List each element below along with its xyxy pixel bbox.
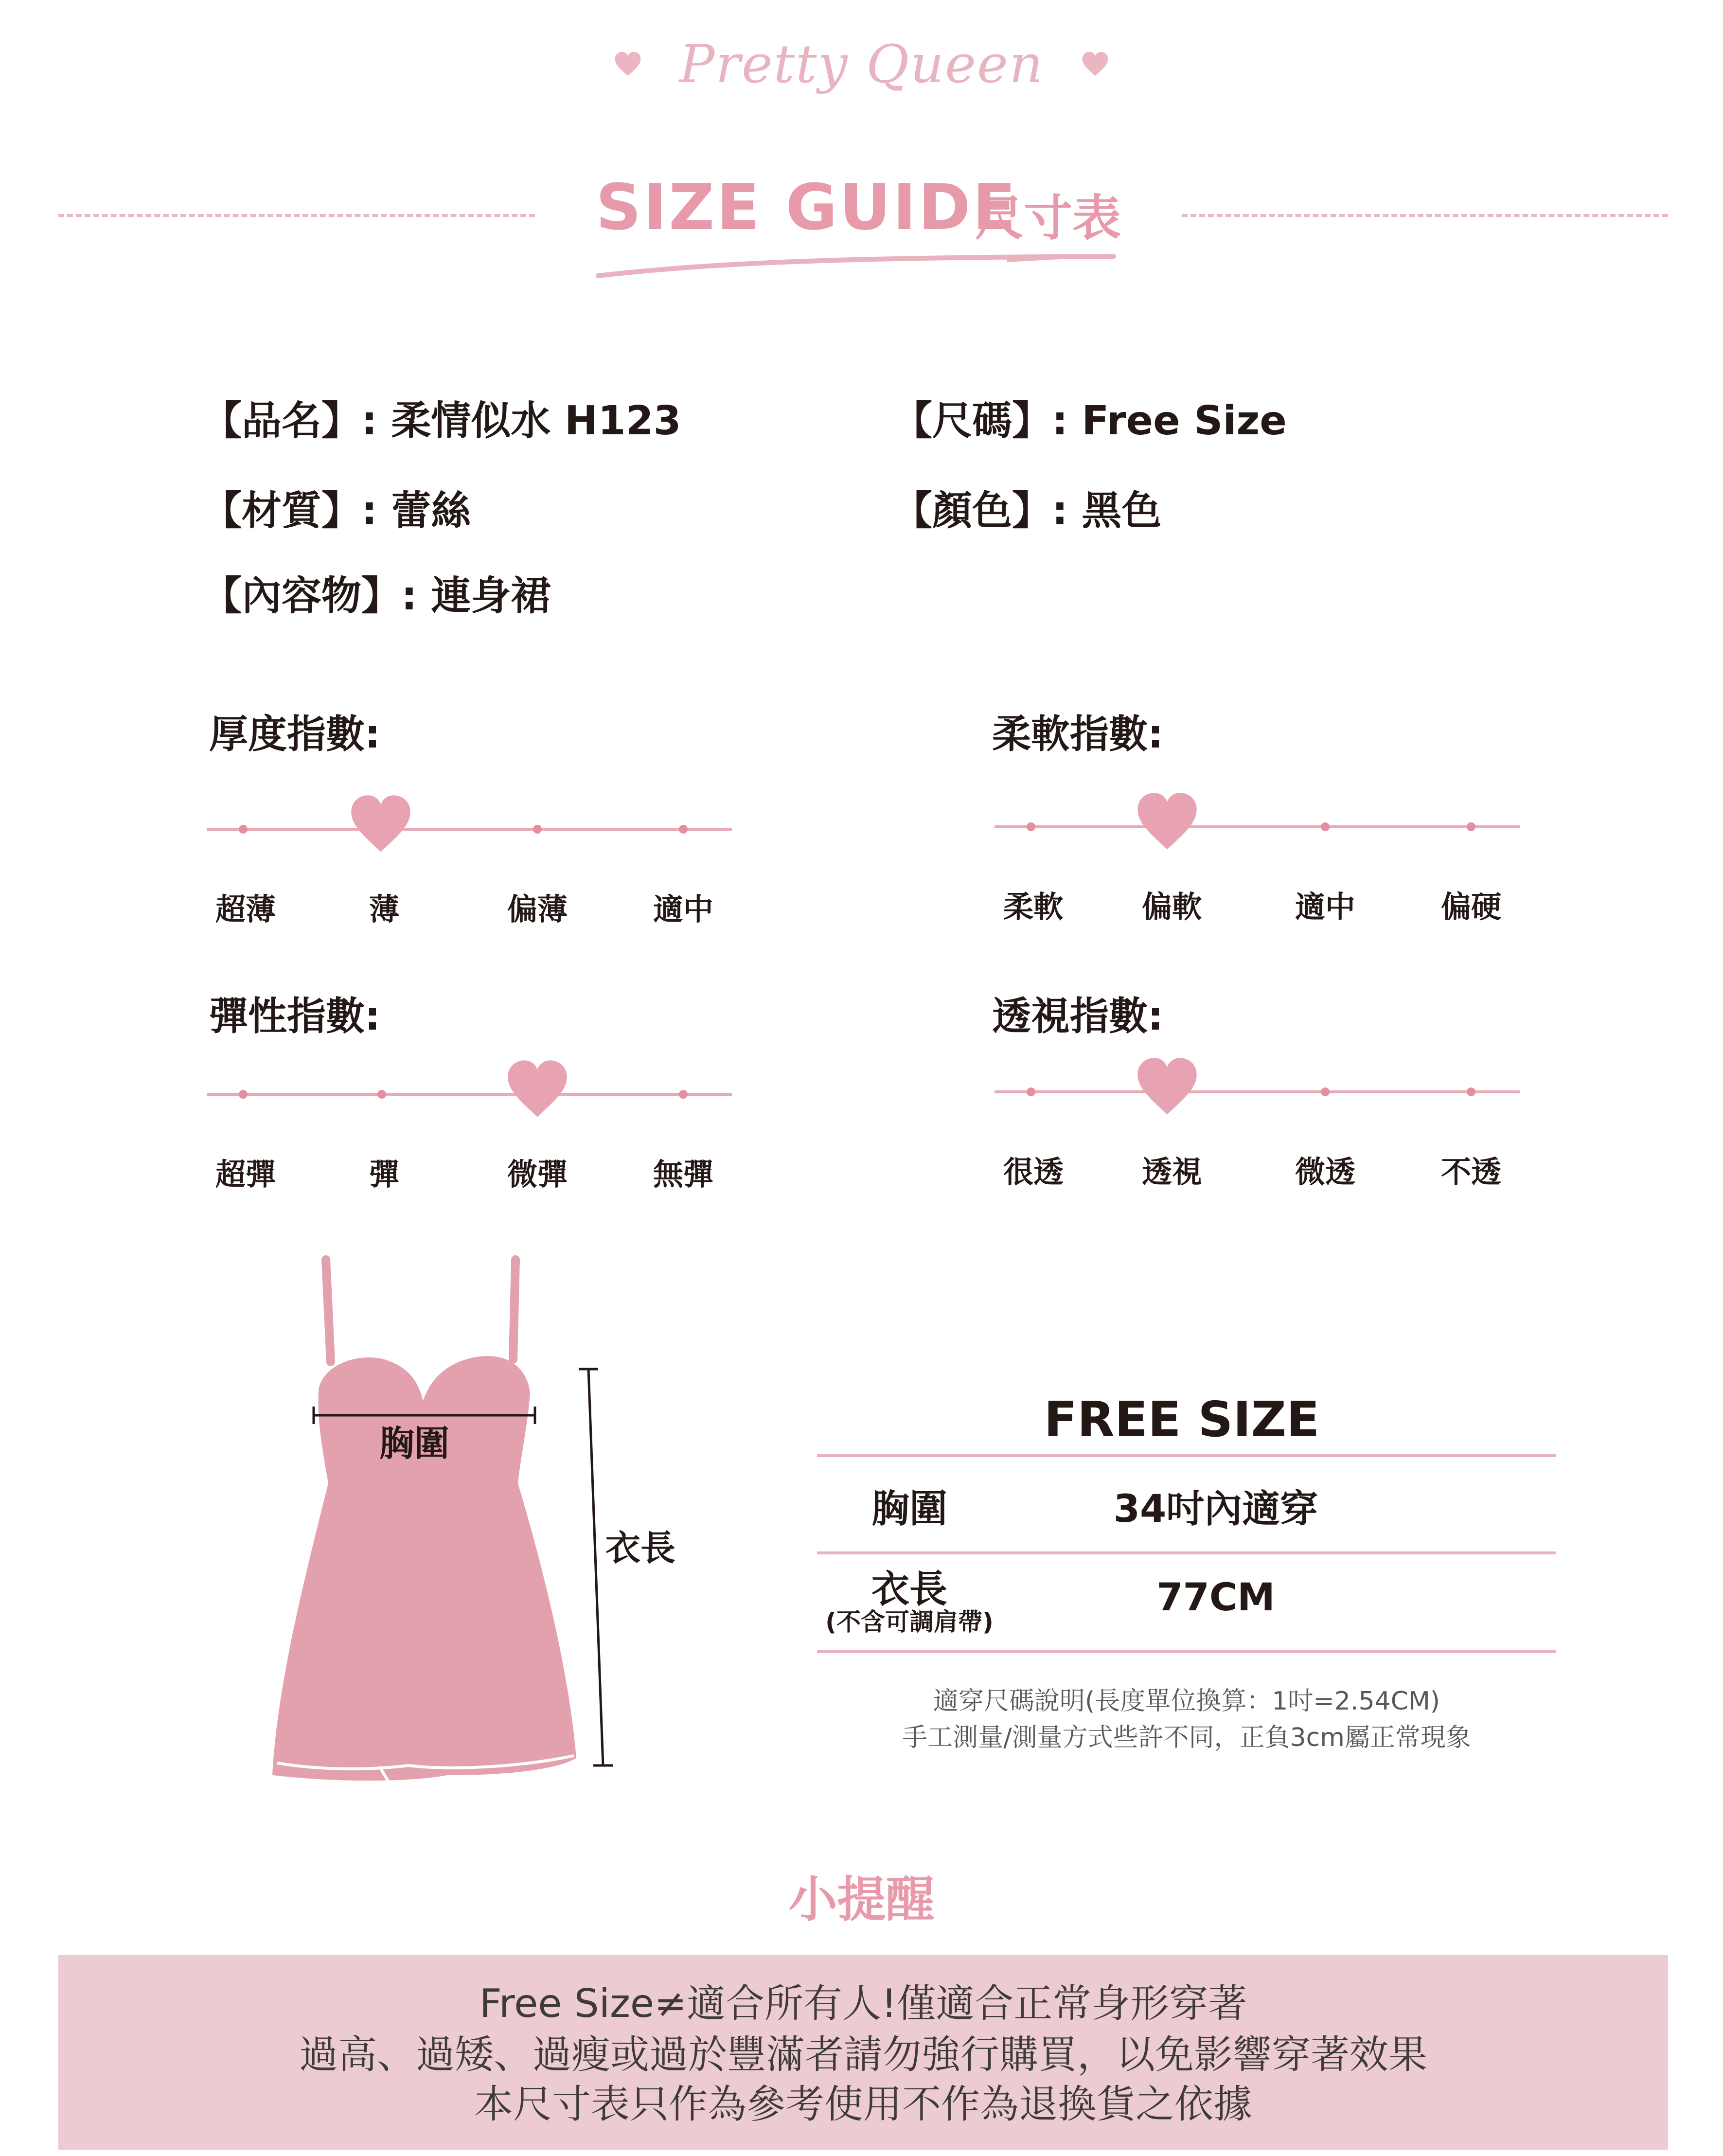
scale-label: 偏軟 bbox=[1141, 889, 1203, 925]
scale-label: 很透 bbox=[1003, 1154, 1064, 1190]
scale-line bbox=[207, 1093, 732, 1096]
page-title-zh: 尺寸表 bbox=[975, 190, 1121, 247]
scale-dot bbox=[1467, 1087, 1475, 1096]
heart-marker-icon bbox=[1135, 790, 1199, 855]
length-label: 衣長 bbox=[605, 1528, 676, 1568]
reminder-line: Free Size≠適合所有人!僅適合正常身形穿著 bbox=[479, 1981, 1247, 2026]
table-row-label-length: 衣長 bbox=[871, 1568, 947, 1611]
elasticity-scale bbox=[207, 1058, 732, 1192]
index-title-softness: 柔軟指數: bbox=[992, 712, 1163, 757]
scale-label: 柔軟 bbox=[1003, 889, 1064, 925]
heart-icon bbox=[613, 50, 642, 79]
index-title-thickness: 厚度指數: bbox=[209, 712, 380, 757]
scale-label: 微透 bbox=[1295, 1154, 1356, 1190]
table-row-label-chest: 胸圍 bbox=[871, 1487, 947, 1531]
table-row-value-length: 77CM bbox=[1156, 1576, 1275, 1620]
scale-dot bbox=[679, 825, 688, 834]
scale-dot bbox=[239, 825, 248, 834]
dashed-divider-right bbox=[1182, 214, 1668, 217]
brand-header bbox=[0, 34, 1723, 95]
scale-dot bbox=[1321, 822, 1330, 831]
index-title-transparency: 透視指數: bbox=[992, 994, 1163, 1039]
scale-label: 透視 bbox=[1141, 1154, 1203, 1190]
scale-label: 無彈 bbox=[653, 1157, 714, 1192]
scale-label: 偏硬 bbox=[1440, 889, 1502, 925]
reminder-line: 本尺寸表只作為參考使用不作為退換貨之依據 bbox=[474, 2082, 1252, 2127]
scale-line bbox=[207, 828, 732, 831]
scale-dot bbox=[533, 825, 542, 834]
thickness-scale bbox=[207, 793, 732, 927]
heart-marker-icon bbox=[349, 793, 413, 857]
reminder-line: 過高、過矮、過瘦或過於豐滿者請勿強行購買，以免影響穿著效果 bbox=[299, 2032, 1427, 2077]
heart-marker-icon bbox=[1135, 1055, 1199, 1120]
transparency-scale bbox=[995, 1055, 1520, 1190]
index-title-elasticity: 彈性指數: bbox=[209, 994, 380, 1039]
reminder-title: 小提醒 bbox=[788, 1871, 935, 1928]
brand-logo: Pretty Queen bbox=[679, 34, 1044, 95]
size-table-title: FREE SIZE bbox=[1044, 1391, 1320, 1448]
scale-dot bbox=[377, 1090, 386, 1099]
info-name: 【品名】: 柔情似水 H123 bbox=[202, 398, 681, 444]
scale-label: 不透 bbox=[1440, 1154, 1502, 1190]
scale-dot bbox=[1321, 1087, 1330, 1096]
softness-scale bbox=[995, 790, 1520, 925]
scale-dot bbox=[679, 1090, 688, 1099]
table-divider bbox=[817, 1551, 1556, 1554]
scale-label: 適中 bbox=[653, 891, 714, 927]
scale-label: 微彈 bbox=[507, 1157, 568, 1192]
scale-dot bbox=[1467, 822, 1475, 831]
table-divider bbox=[817, 1454, 1556, 1457]
heart-icon bbox=[1081, 50, 1110, 79]
dashed-divider-left bbox=[58, 214, 535, 217]
scale-label: 適中 bbox=[1295, 889, 1356, 925]
scale-dot bbox=[1027, 1087, 1035, 1096]
heart-marker-icon bbox=[505, 1058, 569, 1122]
scale-label: 超薄 bbox=[215, 891, 276, 927]
measure-note: 手工測量/測量方式些許不同，正負3cm屬正常現象 bbox=[902, 1723, 1471, 1752]
size-note: 適穿尺碼說明(長度單位換算：1吋=2.54CM) bbox=[933, 1687, 1440, 1716]
page-title: SIZE GUIDE bbox=[596, 170, 1018, 244]
table-row-value-chest: 34吋內適穿 bbox=[1113, 1487, 1318, 1531]
info-contents: 【內容物】: 連身裙 bbox=[202, 573, 551, 619]
info-material: 【材質】: 蕾絲 bbox=[202, 488, 471, 534]
scale-label: 超彈 bbox=[215, 1157, 276, 1192]
scale-label: 偏薄 bbox=[507, 891, 568, 927]
scale-dot bbox=[1027, 822, 1035, 831]
chest-label: 胸圍 bbox=[379, 1423, 450, 1464]
table-divider bbox=[817, 1650, 1556, 1653]
scale-line bbox=[995, 825, 1520, 828]
table-row-note-length: (不含可調肩帶) bbox=[825, 1608, 994, 1636]
scale-label: 彈 bbox=[369, 1157, 400, 1192]
info-color: 【顏色】: 黑色 bbox=[892, 488, 1162, 534]
info-size: 【尺碼】: Free Size bbox=[892, 398, 1287, 444]
scale-line bbox=[995, 1090, 1520, 1093]
title-underline-swoosh bbox=[588, 246, 1123, 289]
scale-dot bbox=[239, 1090, 248, 1099]
scale-label: 薄 bbox=[369, 891, 400, 927]
